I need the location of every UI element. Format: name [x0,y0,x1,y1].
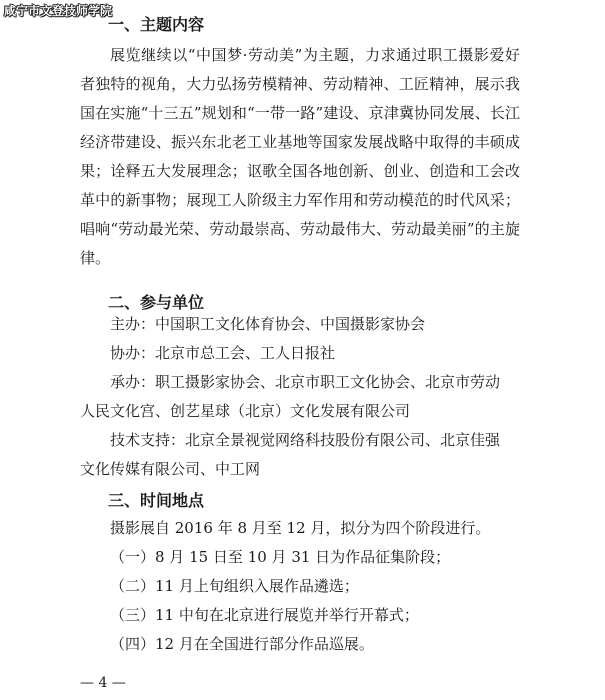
organizer-line-1: 承办：职工摄影家协会、北京市职工文化协会、北京市劳动 [110,373,501,391]
section-heading-time-place: 三、时间地点 [108,491,205,510]
tech-support-line-1: 技术支持：北京全景视觉网络科技股份有限公司、北京佳强 [110,431,501,449]
stage-1: （一）8 月 15 日至 10 月 31 日为作品征集阶段； [110,548,451,566]
section-heading-participants: 二、参与单位 [108,293,205,312]
tech-support-line-2: 文化传媒有限公司、中工网 [80,460,261,478]
stage-3: （三）11 中旬在北京进行展览并举行开幕式； [110,606,419,624]
co-organizer-line: 协办：北京市总工会、工人日报社 [110,344,336,362]
watermark: 咸宁市文登技师学院 [4,4,113,18]
organizer-line-2: 人民文化宫、创艺星球（北京）文化发展有限公司 [80,402,411,420]
schedule-intro: 摄影展自 2016 年 8 月至 12 月，拟分为四个阶段进行。 [110,519,491,537]
stage-4: （四）12 月在全国进行部分作品巡展。 [110,635,374,653]
section-heading-theme: 一、主题内容 [108,15,205,34]
page-number: — 4 — [80,675,126,691]
host-line: 主办：中国职工文化体育协会、中国摄影家协会 [110,315,426,333]
stage-2: （二）11 月上旬组织入展作品遴选； [110,577,359,595]
theme-paragraph: 展览继续以“中国梦·劳动美”为主题，力求通过职工摄影爱好者独特的视角，大力弘扬劳模精神、劳动精神、工匠精神，展示我国在实施“十三五”规划和“一带一路”建设、京津冀协同发展、长江经济带建设、振兴东北老工业基地等国家发展战略中取得的丰硕成果；诠释五大发展理念；讴歌全国各地创新、创业、创造和工会改革中的新事物；展现工人阶级主力军作用和劳动模范的时代风采；唱响“劳动最光荣、劳动最崇高、劳动最伟大、劳动最美丽”的主旋律。 [80,46,520,267]
